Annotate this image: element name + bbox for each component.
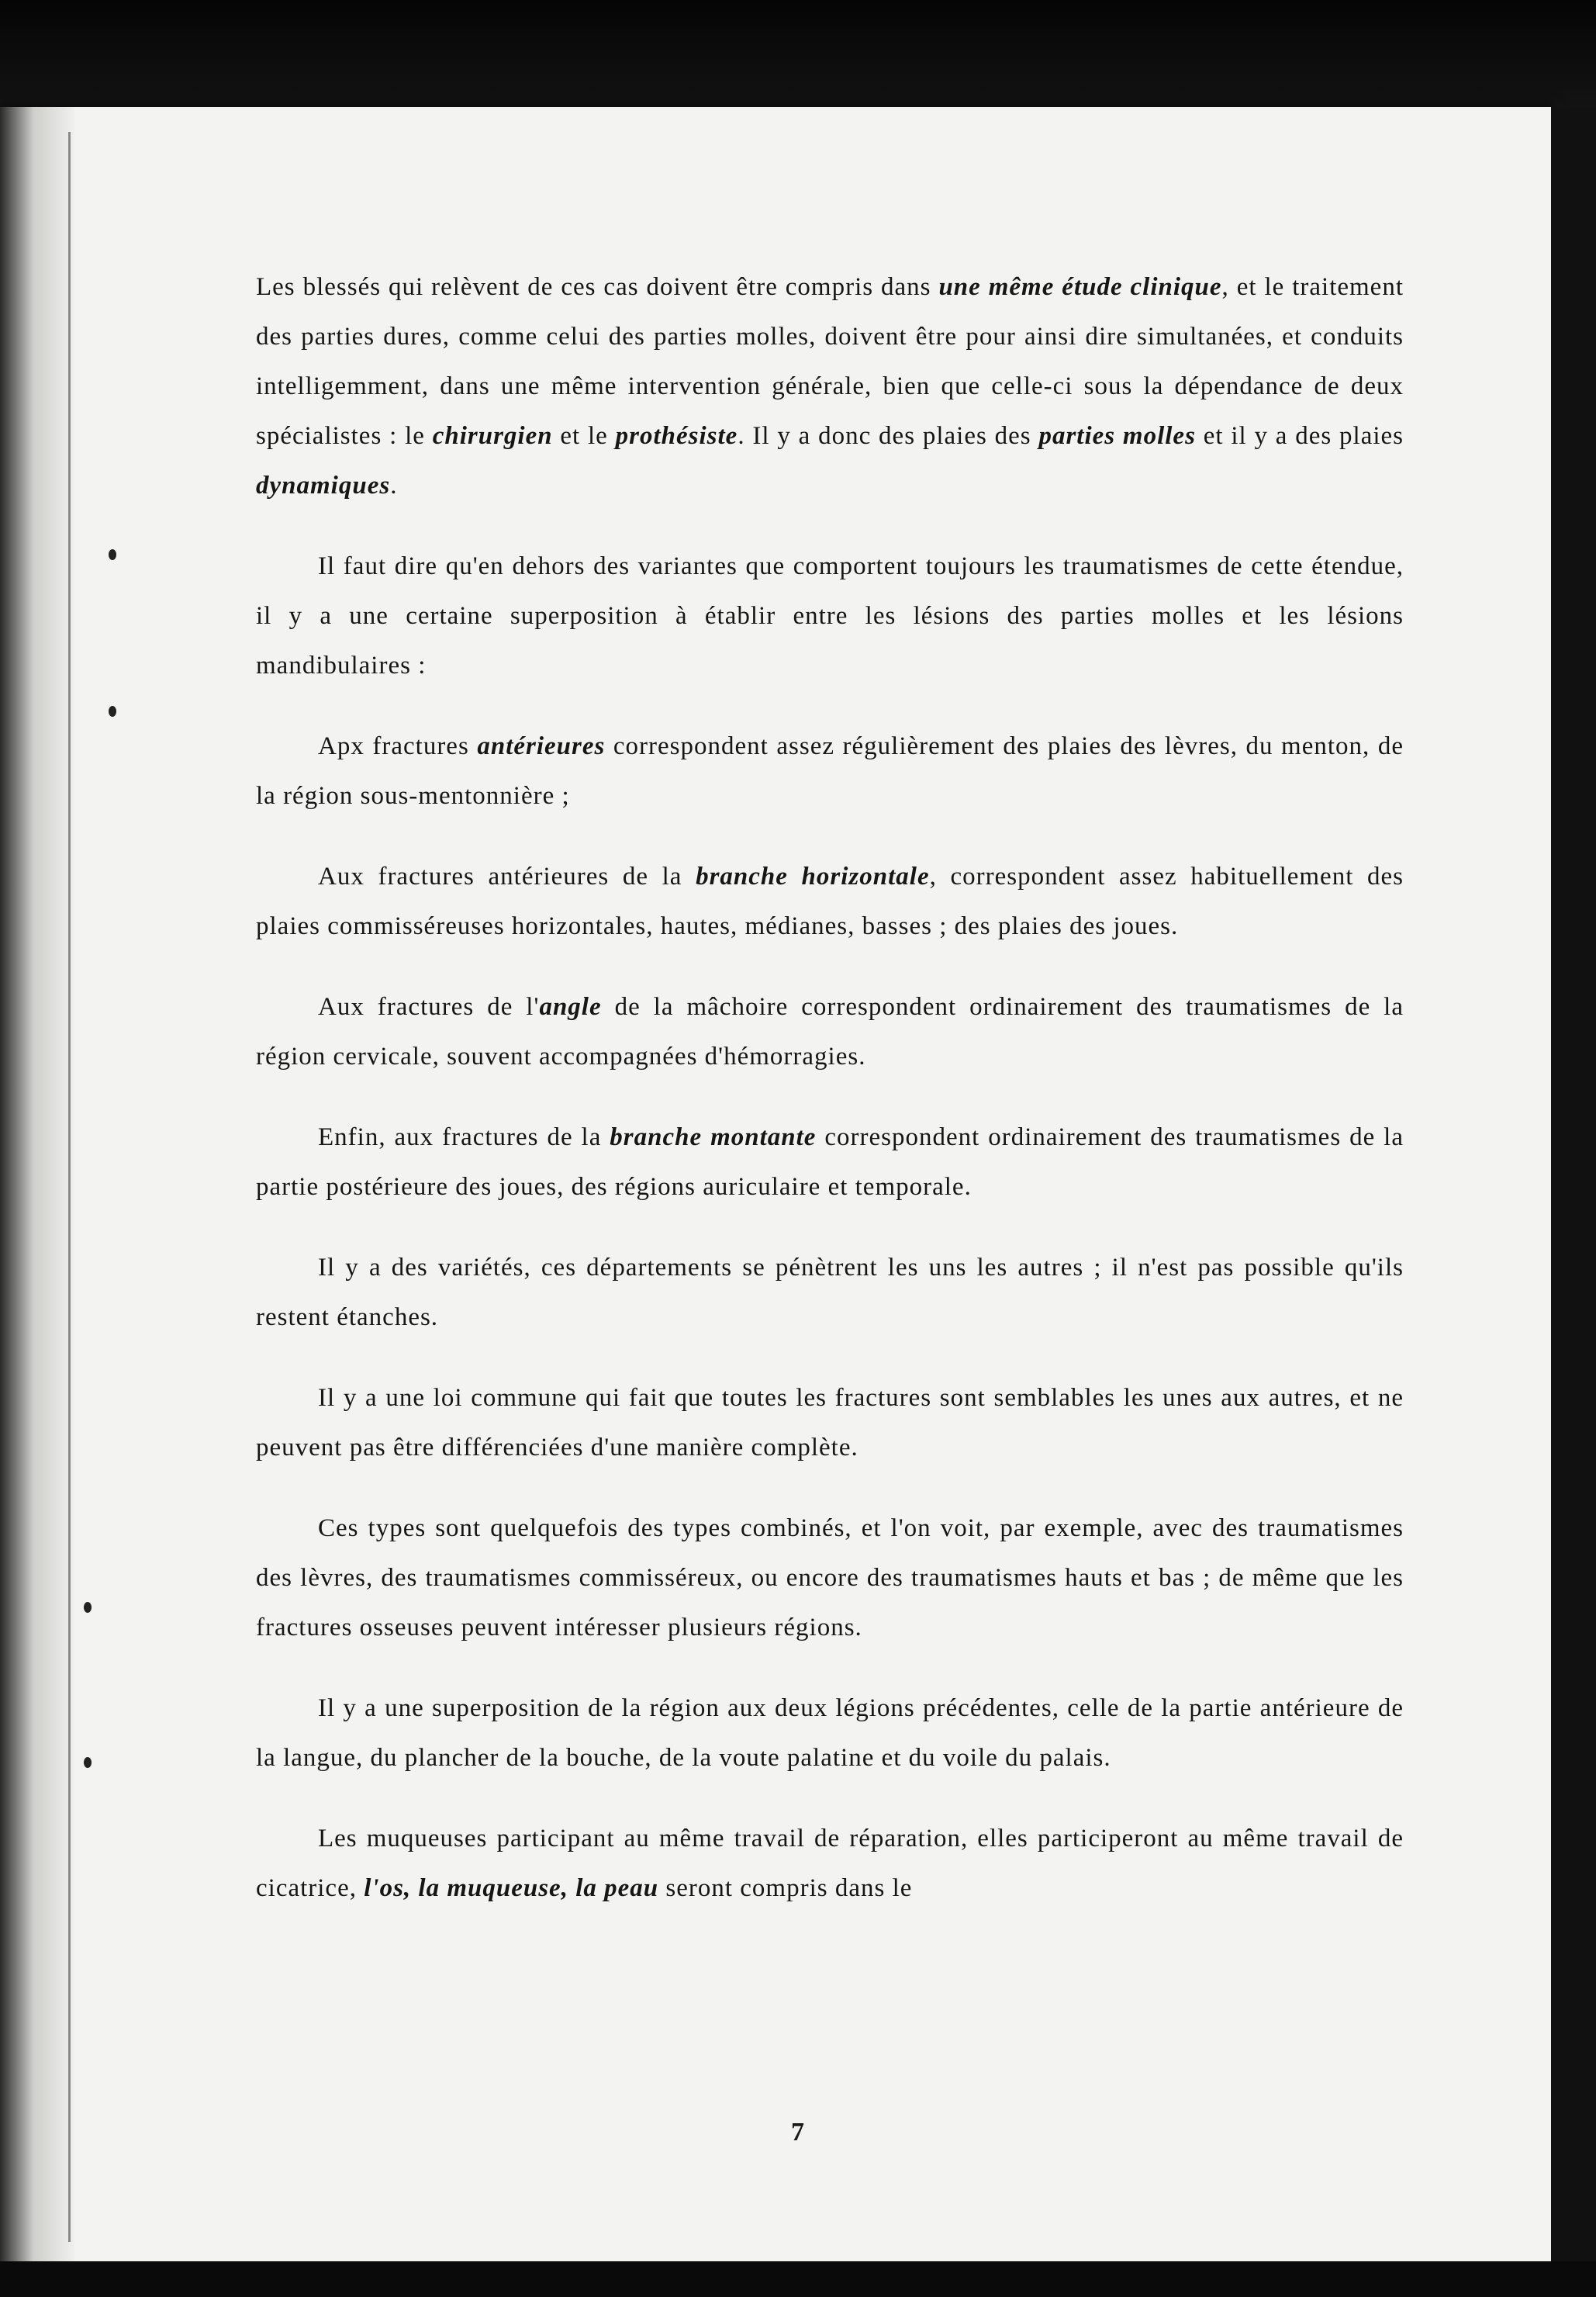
page-binding-line — [68, 132, 71, 2242]
paragraph — [256, 982, 1404, 1081]
text-run: . Il y a donc des plaies des — [738, 422, 1039, 450]
paragraph — [256, 1814, 1404, 1913]
text-run: Il y a des variétés, ces départements se pénètrent les uns les autres ; il n'est pas possible qu'ils restent étanches. — [256, 1254, 1404, 1331]
scan-background-right — [1551, 107, 1596, 2264]
paragraph-gap — [256, 1342, 1404, 1373]
margin-mark — [84, 1602, 92, 1613]
paragraph-gap — [256, 951, 1404, 982]
text-run: correspondent ordinairement des traumatismes de la partie postérieure des joues, des régions auriculaire et temporale. — [256, 1123, 1404, 1201]
text-run: . — [390, 472, 398, 500]
paragraph — [256, 1243, 1404, 1342]
text-run: Il y a une superposition de la région aux deux légions précédentes, celle de la partie antérieure de la langue, du plancher de la bouche, de la voute palatine et du voile du palais. — [256, 1694, 1404, 1772]
text-run: et le — [552, 422, 616, 450]
paragraph-gap — [256, 690, 1404, 721]
emphasized-term: une même étude clinique — [938, 273, 1222, 301]
emphasized-term: dynamiques — [256, 472, 391, 500]
text-run: Ces types sont quelquefois des types combinés, et l'on voit, par exemple, avec des traumatismes des lèvres, des traumatismes commisséreux, ou encore des traumatismes hauts et bas ; de même que les fractures osseuses peuvent intéresser plusieurs régions. — [256, 1514, 1404, 1641]
paragraph — [256, 262, 1404, 510]
text-run: Les muqueuses participant au même travail de réparation, elles participeront au même travail de cicatrice, — [256, 1825, 1404, 1902]
text-run: correspondent assez régulièrement des plaies des lèvres, du menton, de la région sous-mentonnière ; — [256, 732, 1404, 810]
paragraph — [256, 1112, 1404, 1212]
paragraph-gap — [256, 1652, 1404, 1683]
paragraph-gap — [256, 1212, 1404, 1243]
emphasized-term: antérieures — [477, 732, 606, 760]
paragraph-gap — [256, 821, 1404, 852]
emphasized-term: angle — [539, 993, 602, 1021]
text-run: Les blessés qui relèvent de ces cas doivent être compris dans — [256, 273, 939, 301]
margin-mark — [109, 706, 116, 717]
text-run: , et le traitement des parties dures, comme celui des parties molles, doivent être pour ainsi dire simultanées, et conduits intelligemment, dans une même intervention générale, bien que celle-ci sous la dépendance de deux spécialistes : le — [256, 273, 1404, 450]
paragraph-gap — [256, 510, 1404, 541]
text-run: et il y a des plaies — [1195, 422, 1404, 450]
paragraph — [256, 1503, 1404, 1652]
paragraph — [256, 1373, 1404, 1472]
text-run: seront compris dans le — [658, 1874, 913, 1902]
text-run: Aux fractures antérieures de la — [318, 863, 696, 891]
emphasized-term: branche horizontale — [696, 863, 930, 891]
text-run: Aux fractures de l' — [318, 993, 540, 1021]
text-run: Il faut dire qu'en dehors des variantes que comportent toujours les traumatismes de cette étendue, il y a une certaine superposition à établir entre les lésions des parties molles et les lésions mandibulaires : — [256, 552, 1404, 680]
text-run: , correspondent assez habituellement des plaies commisséreuses horizontales, hautes, médianes, basses ; des plaies des joues. — [256, 863, 1404, 940]
text-run: Enfin, aux fractures de la — [318, 1123, 610, 1151]
text-run: Apx fractures — [318, 732, 478, 760]
page-number: 7 — [791, 2118, 804, 2147]
paragraph — [256, 541, 1404, 690]
paragraph-gap — [256, 1081, 1404, 1112]
text-run: de la mâchoire correspondent ordinairement des traumatismes de la région cervicale, souvent accompagnées d'hémorragies. — [256, 993, 1404, 1071]
paragraph — [256, 1683, 1404, 1783]
margin-mark — [84, 1757, 92, 1768]
scan-background-bottom — [0, 2261, 1596, 2297]
page-binding-shadow — [0, 107, 74, 2264]
text-run: Il y a une loi commune qui fait que toutes les fractures sont semblables les unes aux autres, et ne peuvent pas être différenciées d'une manière complète. — [256, 1384, 1404, 1462]
paragraph-gap — [256, 1472, 1404, 1503]
emphasized-term: chirurgien — [432, 422, 553, 450]
emphasized-term: l'os, la muqueuse, la peau — [364, 1874, 659, 1902]
emphasized-term: branche montante — [610, 1123, 817, 1151]
paragraph-gap — [256, 1783, 1404, 1814]
paragraph — [256, 721, 1404, 821]
margin-mark — [109, 549, 116, 560]
emphasized-term: prothésiste — [615, 422, 738, 450]
paragraph — [256, 852, 1404, 951]
body-text — [256, 262, 1404, 1913]
emphasized-term: parties molles — [1038, 422, 1196, 450]
